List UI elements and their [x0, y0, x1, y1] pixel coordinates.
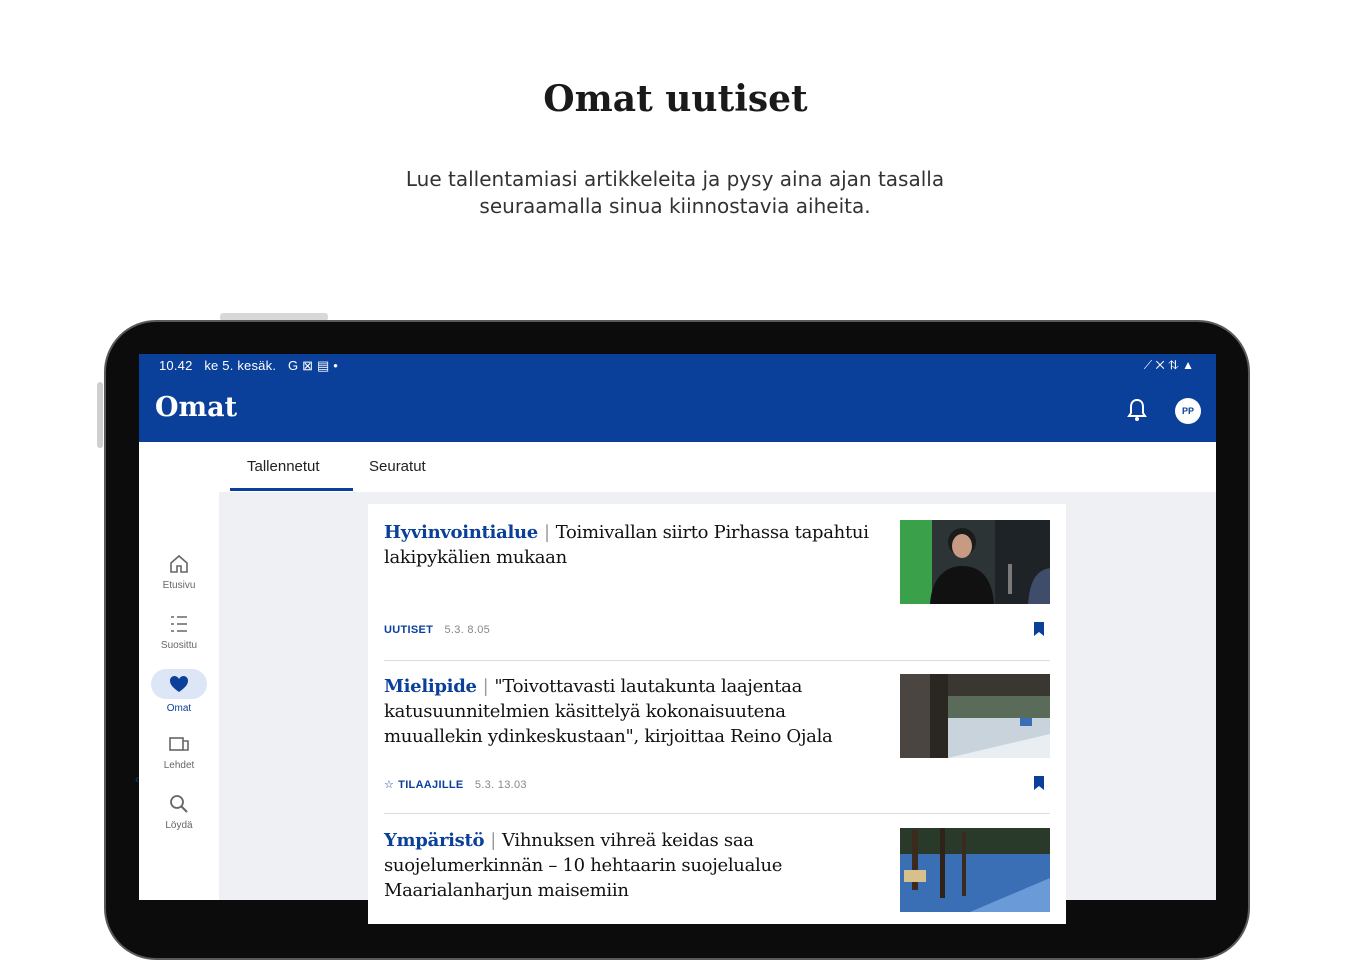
article-category: Ympäristö	[384, 830, 485, 851]
article-section: UUTISET	[384, 624, 434, 636]
status-date: ke 5. kesäk.	[204, 358, 277, 373]
tab-bar	[219, 442, 1216, 492]
article-category: Hyvinvointialue	[384, 522, 538, 543]
search-icon	[167, 792, 191, 816]
article-thumbnail[interactable]	[900, 520, 1050, 604]
divider	[384, 660, 1050, 661]
nav-item-suosittu[interactable]	[139, 612, 219, 651]
avatar[interactable]: PP	[1175, 398, 1201, 424]
status-system-icons: ⟋ ✕ ⇅ ▲	[1143, 358, 1194, 372]
nav-label: Löydä	[165, 820, 193, 831]
status-bar-right	[1138, 358, 1194, 373]
tablet-screen	[135, 354, 1216, 901]
app-title: Omat	[155, 392, 238, 423]
article-thumbnail[interactable]	[900, 828, 1050, 912]
article-meta	[384, 624, 490, 636]
article-category: Mielipide	[384, 676, 477, 697]
nav-label: Suosittu	[160, 640, 198, 651]
list-icon	[167, 612, 191, 636]
article-headline[interactable]	[384, 674, 884, 749]
article-title: Toimivallan siirto Pirhassa tapahtui lakipykälien mukaan	[384, 522, 869, 568]
subtitle-line-2: seuraamalla sinua kiinnostavia aiheita.	[479, 194, 871, 218]
heart-icon	[167, 672, 191, 696]
nav-label: Etusivu	[162, 580, 196, 591]
nav-label: Lehdet	[163, 760, 195, 771]
tablet-side-button	[97, 382, 103, 448]
separator: |	[543, 522, 550, 543]
nav-label: Omat	[166, 703, 192, 714]
status-time: 10.42	[159, 358, 193, 373]
divider	[384, 813, 1050, 814]
article-title: Vihnuksen vihreä keidas saa suojelumerkinnän – 10 hehtaarin suojelualue Maarialanharjun maisemiin	[384, 830, 783, 901]
saved-articles-list	[368, 504, 1066, 924]
status-notification-icons: G ⊠ ▤ •	[287, 358, 339, 373]
article-headline[interactable]	[384, 828, 884, 903]
article-time: 5.3. 8.05	[444, 624, 491, 636]
article-thumbnail[interactable]	[900, 674, 1050, 758]
nav-item-etusivu[interactable]	[139, 552, 219, 591]
article-meta	[384, 778, 527, 791]
article-section: TILAAJILLE	[398, 779, 464, 791]
article-card[interactable]	[384, 828, 1050, 924]
bookmark-icon[interactable]	[1032, 621, 1046, 637]
star-icon: ☆	[384, 779, 395, 791]
article-card[interactable]	[384, 520, 1050, 650]
article-time: 5.3. 13.03	[474, 779, 527, 791]
tab-tallennetut[interactable]: Tallennetut	[247, 458, 320, 475]
bell-icon[interactable]	[1127, 398, 1147, 422]
page-title: Omat uutiset	[543, 78, 808, 120]
article-headline[interactable]	[384, 520, 884, 570]
nav-item-lehdet[interactable]	[139, 732, 219, 771]
tab-active-indicator	[230, 488, 353, 491]
magazine-icon	[167, 732, 191, 756]
nav-item-loyda[interactable]	[139, 792, 219, 831]
page-subtitle	[375, 166, 975, 220]
chevron-left-icon[interactable]: ‹	[135, 772, 139, 786]
home-icon	[167, 552, 191, 576]
app-bar	[139, 354, 1216, 442]
main-content	[219, 442, 1216, 900]
status-bar-left	[159, 358, 346, 374]
bookmark-icon[interactable]	[1032, 775, 1046, 791]
nav-rail	[135, 442, 219, 900]
article-card[interactable]	[384, 674, 1050, 804]
nav-active-indicator	[151, 669, 207, 699]
subtitle-line-1: Lue tallentamiasi artikkeleita ja pysy aina ajan tasalla	[405, 167, 945, 191]
separator: |	[490, 830, 496, 851]
separator: |	[482, 676, 489, 697]
nav-item-omat[interactable]	[139, 669, 219, 714]
tab-seuratut[interactable]: Seuratut	[369, 458, 426, 475]
article-title: "Toivottavasti lautakunta laajentaa katusuunnitelmien käsittelyä kokonaisuutena muuallekin ydinkeskustaan", kirjoittaa Reino Ojala	[384, 676, 833, 747]
